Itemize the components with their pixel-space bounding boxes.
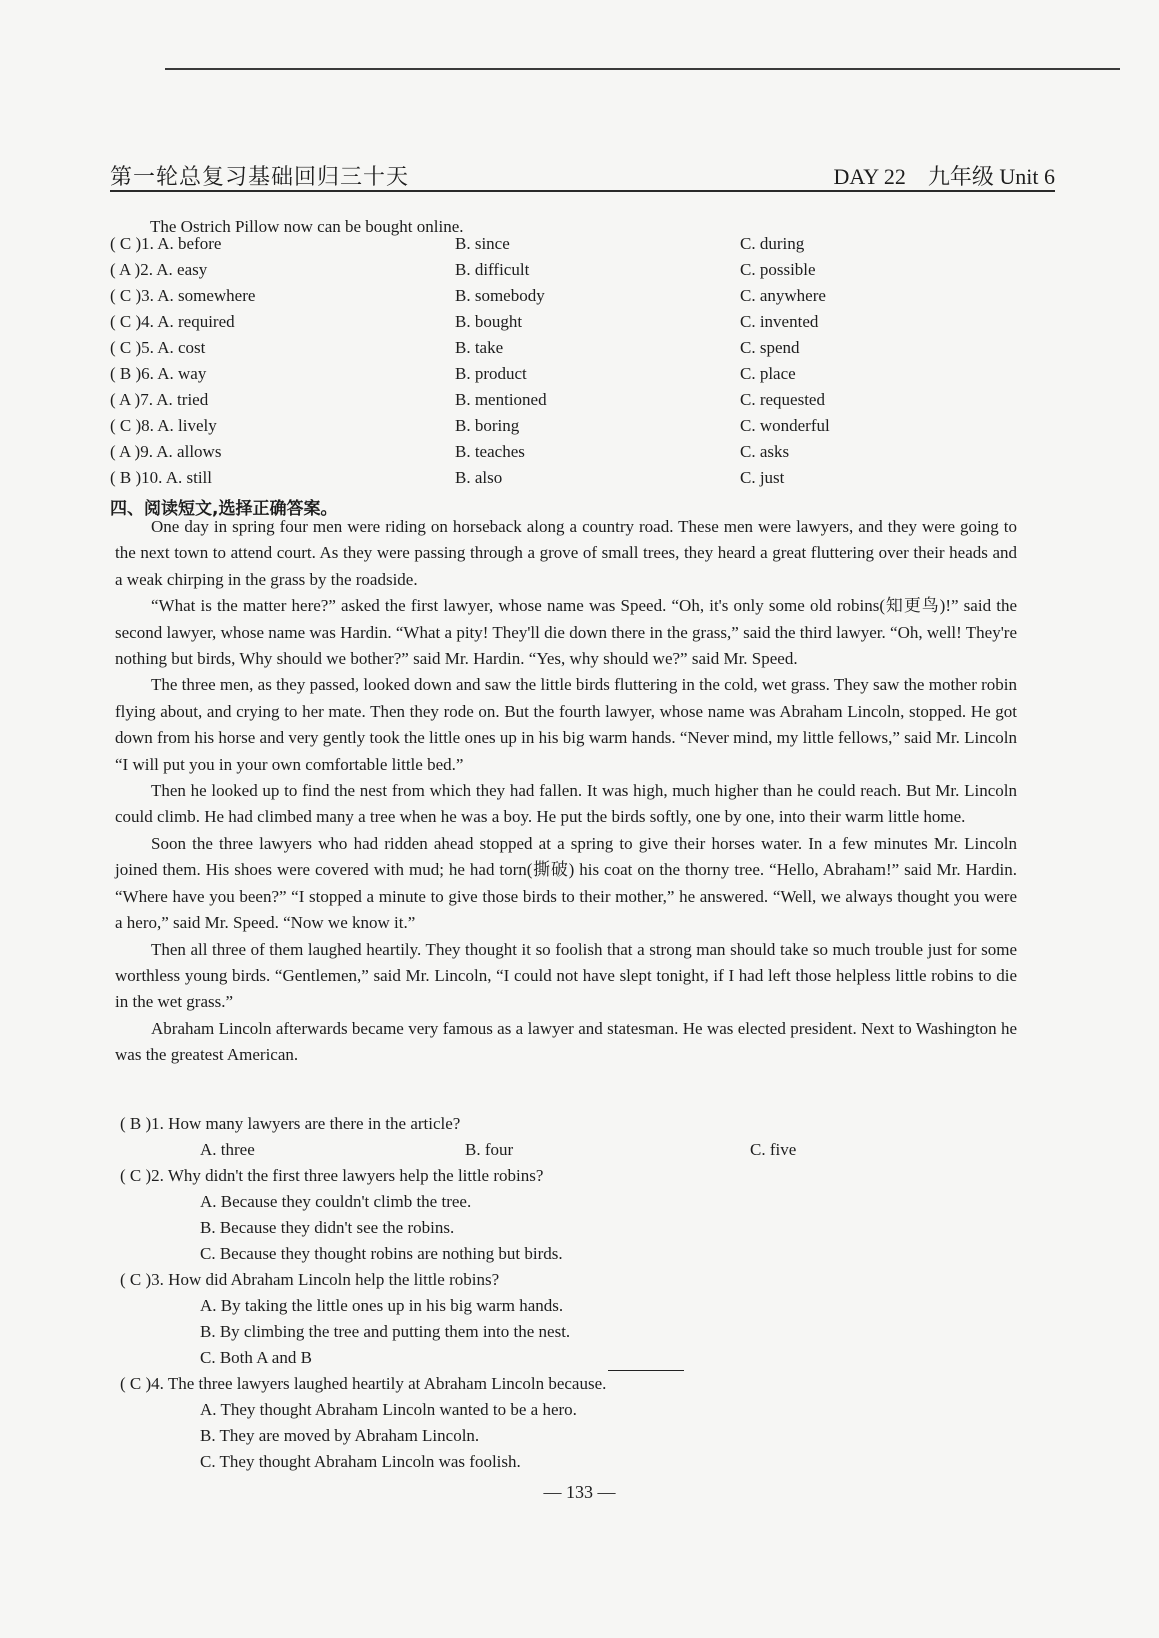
list-item	[110, 312, 1060, 338]
question-option	[120, 1452, 1020, 1478]
question-3-option-c: C. Both A and B	[200, 1348, 312, 1367]
option-b: B. boring	[455, 416, 520, 435]
list-item	[110, 468, 1060, 494]
answer-label: ( C )8. A. lively	[110, 416, 217, 435]
option-c: C. just	[740, 468, 785, 487]
question-stem	[120, 1166, 1020, 1192]
option-c: C. place	[740, 364, 796, 383]
option-c: C. invented	[740, 312, 819, 331]
question-2-option-a: A. Because they couldn't climb the tree.	[200, 1192, 472, 1211]
passage-paragraph: Then all three of them laughed heartily. They thought it so foolish that a strong man should take so much trouble just for some worthless young birds. “Gentlemen,” said Mr. Lincoln, “I could not have slept tonight, if I had left those helpless little robins to die in the wet grass.”	[115, 939, 1017, 1012]
passage-paragraph: Abraham Lincoln afterwards became very famous as a lawyer and statesman. He was elected president. Next to Washington he was the greatest American.	[115, 1018, 1017, 1065]
list-item	[110, 442, 1060, 468]
answer-label: ( C )1. A. before	[110, 234, 222, 253]
top-rule	[165, 68, 1120, 70]
question-options	[120, 1140, 1020, 1166]
option-c: C. anywhere	[740, 286, 826, 305]
passage-paragraph: Soon the three lawyers who had ridden ahead stopped at a spring to give their horses water. In a few minutes Mr. Lincoln joined them. His shoes were covered with mud; he had torn(撕破) his coat on the thorny tree. “Hello, Abraham!” said Mr. Hardin. “Where have you been?” “I stopped a minute to give those birds to their mother,” he answered. “Well, we always thought you were a hero,” said Mr. Speed. “Now we know it.”	[115, 833, 1017, 933]
header-rule	[110, 190, 1055, 192]
passage-paragraph: Then he looked up to find the nest from which they had fallen. It was high, much higher than he could reach. But Mr. Lincoln could climb. He had climbed many a tree when he was a boy. He put the birds softly, one by one, into their warm little home.	[115, 781, 1017, 827]
answer-label: ( B )10. A. still	[110, 468, 213, 487]
question-2-stem: ( C )2. Why didn't the first three lawyers help the little robins?	[120, 1166, 544, 1185]
question-1-option-a: A. three	[200, 1140, 255, 1159]
question-option	[120, 1296, 1020, 1322]
answer-label: ( C )3. A. somewhere	[110, 286, 256, 305]
question-3-option-a: A. By taking the little ones up in his big warm hands.	[200, 1296, 564, 1315]
option-c: C. spend	[740, 338, 800, 357]
answer-blank	[608, 1370, 684, 1371]
passage-paragraph: The three men, as they passed, looked down and saw the little birds fluttering in the cold, wet grass. They saw the mother robin flying about, and crying to her mate. Then they rode on. But the fourth lawyer, whose name was Abraham Lincoln, stopped. He got down from his horse and very gently took the little ones up in his big warm hands. “Never mind, my little fellows,” said Mr. Lincoln “I will put you in your own comfortable little bed.”	[115, 675, 1018, 774]
question-4-stem: ( C )4. The three lawyers laughed heartily at Abraham Lincoln because	[120, 1374, 603, 1393]
question-option	[120, 1192, 1020, 1218]
section-title: 四、阅读短文,选择正确答案。	[110, 499, 338, 519]
cloze-answer-list	[110, 234, 1060, 494]
answer-label: ( A )9. A. allows	[110, 442, 222, 461]
option-b: B. product	[455, 364, 527, 383]
list-item	[110, 390, 1060, 416]
option-c: C. requested	[740, 390, 825, 409]
option-c: C. possible	[740, 260, 816, 279]
list-item	[110, 234, 1060, 260]
option-b: B. somebody	[455, 286, 545, 305]
question-option	[120, 1348, 1020, 1374]
option-b: B. also	[455, 468, 503, 487]
passage-paragraph: One day in spring four men were riding on horseback along a country road. These men were lawyers, and they were going to the next town to attend court. As they were passing through a grove of small trees, they heard a great fluttering over their heads and a weak chirping in the grass by the roadside.	[115, 517, 1017, 589]
page-header	[110, 160, 1055, 192]
option-b: B. teaches	[455, 442, 525, 461]
list-item	[110, 338, 1060, 364]
option-b: B. since	[455, 234, 510, 253]
comprehension-questions	[120, 1114, 1020, 1478]
option-b: B. difficult	[455, 260, 530, 279]
question-stem	[120, 1114, 1020, 1140]
question-1-option-c: C. five	[750, 1140, 797, 1159]
question-option	[120, 1244, 1020, 1270]
question-4-option-c: C. They thought Abraham Lincoln was foolish.	[200, 1452, 521, 1471]
list-item	[110, 364, 1060, 390]
option-b: B. bought	[455, 312, 523, 331]
answer-label: ( A )2. A. easy	[110, 260, 208, 279]
question-option	[120, 1322, 1020, 1348]
answer-label: ( B )6. A. way	[110, 364, 207, 383]
option-c: C. wonderful	[740, 416, 830, 435]
option-c: C. asks	[740, 442, 790, 461]
answer-label: ( A )7. A. tried	[110, 390, 209, 409]
question-4-stem-wrap	[120, 1374, 606, 1394]
passage-paragraph: “What is the matter here?” asked the first lawyer, whose name was Speed. “Oh, it's only some old robins(知更鸟)!” said the second lawyer, whose name was Hardin. “What a pity! They'll die down there in the grass,” said the third lawyer. “Oh, well! They're nothing but birds, Why should we bother?” said Mr. Hardin. “Yes, why should we?” said Mr. Speed.	[115, 596, 1017, 669]
question-4-option-b: B. They are moved by Abraham Lincoln.	[200, 1426, 480, 1445]
question-option	[120, 1218, 1020, 1244]
question-option	[120, 1400, 1020, 1426]
list-item	[110, 260, 1060, 286]
list-item	[110, 416, 1060, 442]
list-item	[110, 286, 1060, 312]
question-1-option-b: B. four	[465, 1140, 514, 1159]
question-3-stem: ( C )3. How did Abraham Lincoln help the little robins?	[120, 1270, 500, 1289]
question-4-stem-end: .	[602, 1374, 607, 1393]
question-option	[120, 1426, 1020, 1452]
question-1-stem: ( B )1. How many lawyers are there in the article?	[120, 1114, 461, 1133]
option-c: C. during	[740, 234, 805, 253]
header-unit-title: DAY 22 九年级 Unit 6	[833, 164, 1055, 189]
question-4-option-a: A. They thought Abraham Lincoln wanted to be a hero.	[200, 1400, 577, 1419]
question-2-option-b: B. Because they didn't see the robins.	[200, 1218, 455, 1237]
page-number: — 133 —	[543, 1482, 616, 1502]
header-book-title: 第一轮总复习基础回归三十天	[110, 165, 410, 190]
option-b: B. mentioned	[455, 390, 547, 409]
reading-passage	[115, 514, 1017, 1069]
question-3-option-b: B. By climbing the tree and putting them into the nest.	[200, 1322, 571, 1341]
option-b: B. take	[455, 338, 504, 357]
question-2-option-c: C. Because they thought robins are nothing but birds.	[200, 1244, 563, 1263]
question-stem	[120, 1270, 1020, 1296]
question-stem	[120, 1374, 1020, 1400]
answer-label: ( C )4. A. required	[110, 312, 235, 331]
intro-line: The Ostrich Pillow now can be bought online.	[150, 217, 464, 236]
answer-label: ( C )5. A. cost	[110, 338, 206, 357]
